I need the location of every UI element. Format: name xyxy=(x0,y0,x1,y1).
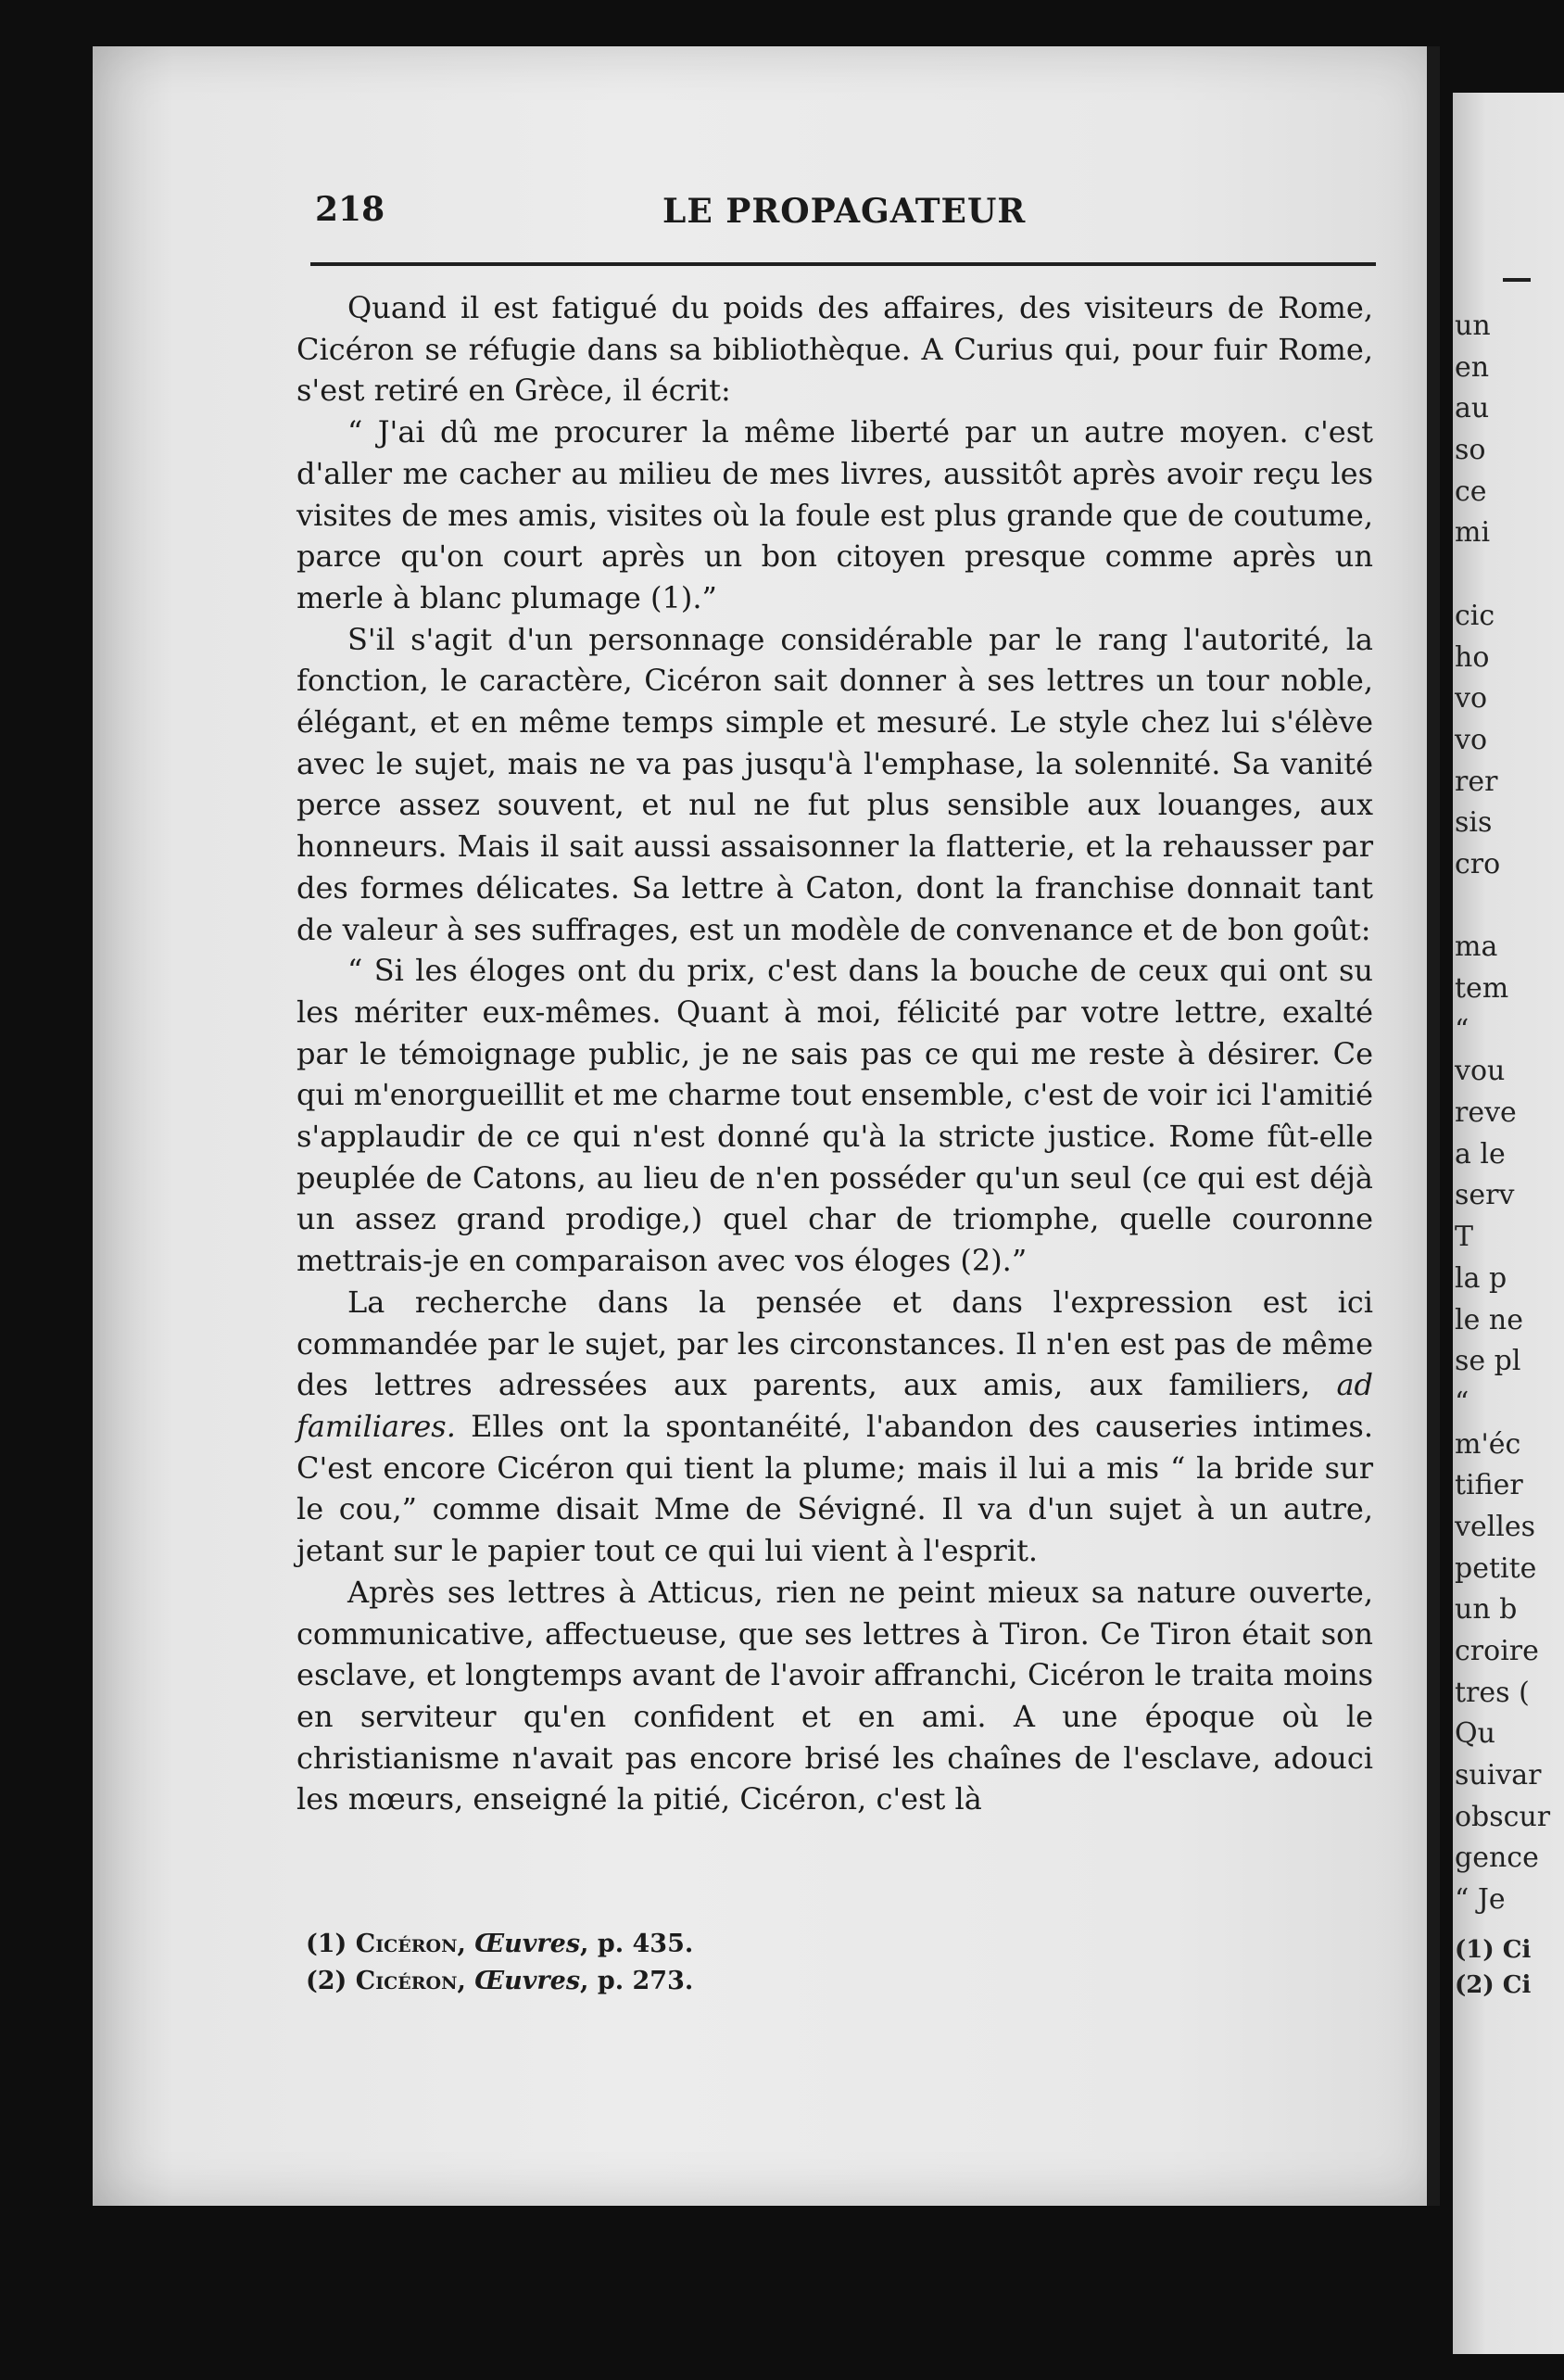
adjacent-page-line-fragment: au xyxy=(1455,392,1490,425)
adjacent-page-line-fragment: ce xyxy=(1455,475,1487,508)
paragraph: S'il s'agit d'un personnage considérable par le rang l'autorité, la fonction, le caractère, Cicéron sait donner à ses lettres un tour noble, élégant, et en même temps simple et mesuré. Le style chez lui s'élève avec le sujet, mais ne va pas jusqu'à l'emphase, la solennité. Sa vanité perce assez souvent, et nul ne fut plus sensible aux louanges, aux honneurs. Mais il sait aussi assaisonner la flatterie, et la rehausser par des formes délicates. Sa lettre à Caton, dont la franchise donnait tant de valeur à ses suffrages, est un modèle de convenance et de bon goût: xyxy=(296,621,1373,947)
paragraph: Après ses lettres à Atticus, rien ne peint mieux sa nature ouverte, communicative, affectueuse, que ses lettres à Tiron. Ce Tiron était son esclave, et longtemps avant de l'avoir affranchi, Cicéron le traita moins en serviteur qu'en confident et en ami. A une époque où le christianisme n'avait pas encore brisé les chaînes de l'esclave, adouci les mœurs, enseigné la pitié, Cicéron, c'est là xyxy=(296,1574,1373,1817)
italic-phrase: ad familiares. xyxy=(296,1367,1374,1444)
adjacent-page-line-fragment: rer xyxy=(1455,765,1498,798)
adjacent-page-line-fragment: vo xyxy=(1455,723,1488,756)
adjacent-page-line-fragment: “ xyxy=(1455,1386,1469,1419)
adjacent-page-footnotes xyxy=(1455,1932,1532,2003)
page-body xyxy=(296,287,1373,1820)
adjacent-page-line-fragment: mi xyxy=(1455,516,1491,550)
footnote-marker: (1) xyxy=(306,1930,347,1958)
page-number: 218 xyxy=(315,190,385,229)
paragraph-text: La recherche dans la pensée et dans l'expression est ici commandée par le sujet, par les circonstances. Il n'en est pas de même des lettres adressées aux parents, aux amis, aux familiers, xyxy=(296,1284,1373,1403)
adjacent-page-line-fragment: sis xyxy=(1455,806,1493,840)
header-rule xyxy=(310,262,1376,266)
adjacent-page-line-fragment xyxy=(1455,886,1529,928)
adjacent-page-line-fragment: suivar xyxy=(1455,1759,1542,1792)
adjacent-page-line-fragment: ho xyxy=(1455,640,1490,674)
footnote-work: Œuvres xyxy=(474,1967,581,1995)
quotation-paragraph: “ J'ai dû me procurer la même liberté par un autre moyen. c'est d'aller me cacher au milieu de mes livres, aussitôt après avoir reçu les visites de mes amis, visites où la foule est plus grande que de coutume, parce qu'on court après un bon citoyen presque comme après un merle à blanc plumage (1).” xyxy=(296,414,1373,615)
adjacent-page-line-fragment: vo xyxy=(1455,682,1488,715)
adjacent-page-line-fragment: tres ( xyxy=(1455,1676,1530,1709)
footnote-page: , p. 273. xyxy=(580,1967,694,1995)
adjacent-page-line-fragment: croire xyxy=(1455,1635,1539,1667)
adjacent-page-line-fragment: tifier xyxy=(1455,1469,1523,1502)
page-gutter xyxy=(1427,46,1440,2206)
footnote xyxy=(306,1963,1140,2000)
footnote-author: Cicéron, xyxy=(355,1930,466,1958)
adjacent-page-line-fragment: cro xyxy=(1455,847,1501,880)
adjacent-page-line-fragment: so xyxy=(1455,434,1486,467)
adjacent-page-line-fragment: ma xyxy=(1455,930,1498,964)
adjacent-page-line-fragment: obscur xyxy=(1455,1800,1551,1833)
page-header xyxy=(315,190,1381,246)
adjacent-page-footnote-fragment: (2) Ci xyxy=(1455,1971,1532,1999)
adjacent-page-line-fragment xyxy=(1455,554,1529,596)
adjacent-page-line-fragment: petite xyxy=(1455,1551,1537,1585)
quotation-paragraph: “ Si les éloges ont du prix, c'est dans la bouche de ceux qui ont su les mériter eux-mêmes. Quant à moi, félicité par votre lettre, exalté par le témoignage public, je ne sais pas ce qui me reste à désirer. Ce qui m'enorgueillit et me charme tout ensemble, c'est de voir ici l'amitié s'applaudir de ce qui n'est donné qu'à la stricte justice. Rome fût-elle peuplée de Catons, au lieu de n'en posséder qu'un seul (ce qui est déjà un assez grand prodige,) quel char de triomphe, quelle couronne mettrais-je en comparaison avec vos éloges (2).” xyxy=(296,953,1373,1279)
footnotes xyxy=(306,1926,1140,2000)
adjacent-page-line-fragment: Qu xyxy=(1455,1717,1495,1751)
adjacent-page-line-fragment: cic xyxy=(1455,599,1495,632)
adjacent-page-line-fragment: T xyxy=(1455,1221,1474,1254)
adjacent-page-footnote-fragment: (1) Ci xyxy=(1455,1936,1532,1964)
paragraph xyxy=(296,1282,1373,1572)
footnote xyxy=(306,1926,1140,1963)
adjacent-page-line-fragment: vou xyxy=(1455,1055,1506,1088)
adjacent-page-line-fragment: un b xyxy=(1455,1593,1518,1627)
adjacent-page-line-fragment: en xyxy=(1455,350,1490,384)
paragraph: Quand il est fatigué du poids des affaires, des visiteurs de Rome, Cicéron se réfugie dans sa bibliothèque. A Curius qui, pour fuir Rome, s'est retiré en Grèce, il écrit: xyxy=(296,290,1373,409)
adjacent-page-line-fragment: un xyxy=(1455,310,1491,342)
footnote-marker: (2) xyxy=(306,1967,347,1995)
footnote-author: Cicéron, xyxy=(355,1967,466,1995)
footnote-work: Œuvres xyxy=(474,1930,581,1958)
adjacent-page-line-fragment: le ne xyxy=(1455,1303,1523,1336)
adjacent-page-line-fragment: reve xyxy=(1455,1096,1517,1130)
adjacent-page-line-fragment: tem xyxy=(1455,972,1509,1005)
adjacent-page-line-fragment: “ xyxy=(1455,1013,1469,1046)
paragraph-text: Elles ont la spontanéité, l'abandon des causeries intimes. C'est encore Cicéron qui tient la plume; mais il lui a mis “ la bride sur le cou,” comme disait Mme de Sévigné. Il va d'un sujet à un autre, jetant sur le papier tout ce qui lui vient à l'esprit. xyxy=(296,1408,1373,1569)
adjacent-page-line-fragment: a le xyxy=(1455,1137,1506,1171)
adjacent-page-line-fragment: gence xyxy=(1455,1842,1539,1875)
running-title: LE PROPAGATEUR xyxy=(662,192,1027,231)
adjacent-page-line-fragment: velles xyxy=(1455,1510,1536,1543)
adjacent-page-line-fragment: la p xyxy=(1455,1261,1507,1295)
adjacent-page-line-fragment: “ Je xyxy=(1455,1883,1506,1917)
adjacent-page-text xyxy=(1455,306,1551,1921)
adjacent-page-line-fragment: serv xyxy=(1455,1179,1515,1212)
footnote-page: , p. 435. xyxy=(580,1930,694,1958)
adjacent-page-line-fragment: m'éc xyxy=(1455,1427,1521,1461)
adjacent-page-line-fragment: se pl xyxy=(1455,1345,1521,1378)
adjacent-page-rule xyxy=(1503,278,1531,282)
